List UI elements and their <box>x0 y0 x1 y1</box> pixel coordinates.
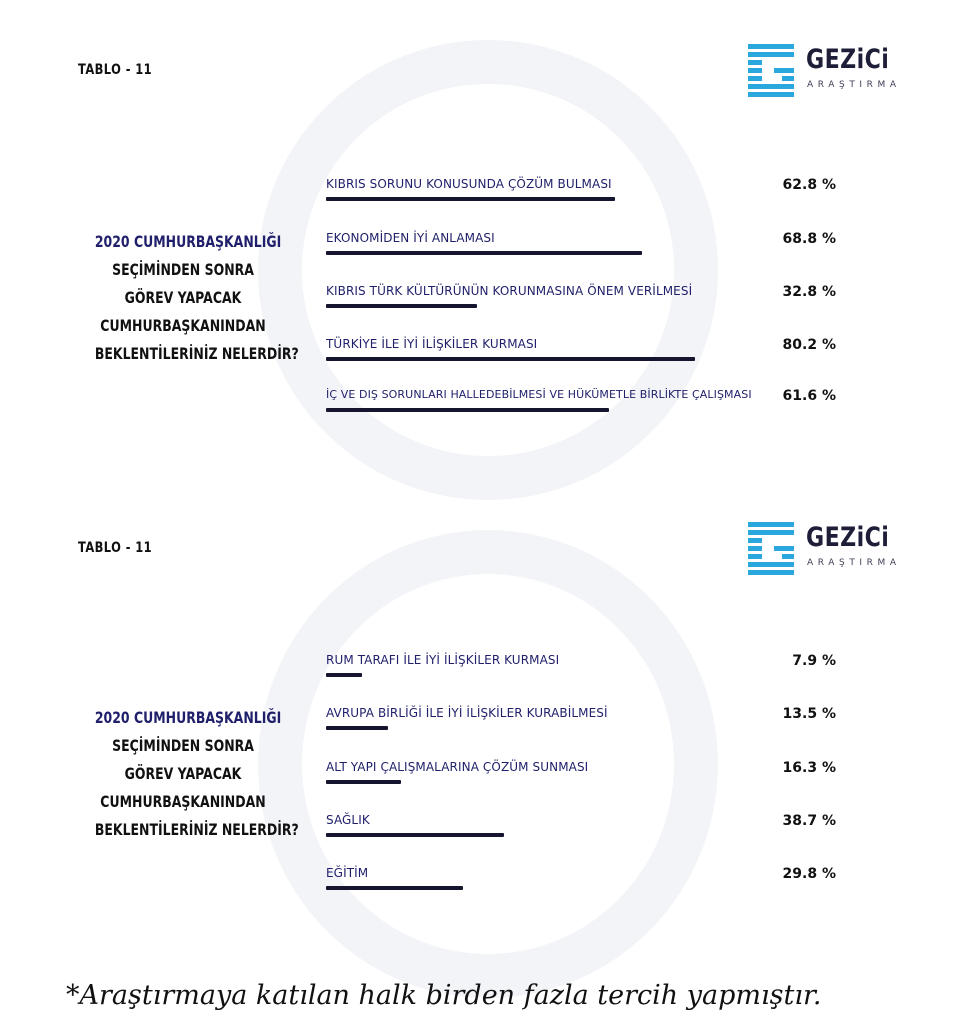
bar-value-label: 13.5 % <box>782 706 836 722</box>
logo-subtitle: ARAŞTIRMA <box>807 558 901 568</box>
bar-value-label: 32.8 % <box>782 284 836 300</box>
bar-item <box>326 760 836 800</box>
bar-label: ALT YAPI ÇALIŞMALARINA ÇÖZÜM SUNMASI <box>326 760 589 774</box>
logo-name: GEZiCi <box>806 522 890 553</box>
footnote: *Araştırmaya katılan halk birden fazla tercih yapmıştır. <box>66 980 822 1011</box>
question-line: CUMHURBAŞKANINDAN <box>100 792 266 811</box>
logo-g-mark-icon <box>748 44 800 98</box>
bar <box>326 251 642 255</box>
bar-item <box>326 284 836 324</box>
table-label: TABLO - 11 <box>78 62 153 78</box>
survey-question <box>70 704 299 844</box>
bar-label: KIBRIS SORUNU KONUSUNDA ÇÖZÜM BULMASI <box>326 177 612 191</box>
bar-item <box>326 866 836 906</box>
logo-subtitle: ARAŞTIRMA <box>807 80 901 90</box>
bar-label: SAĞLIK <box>326 813 370 827</box>
bar-item <box>326 231 836 271</box>
question-line: BEKLENTİLERİNİZ NELERDİR? <box>94 820 299 839</box>
bar-label: AVRUPA BİRLİĞİ İLE İYİ İLİŞKİLER KURABİLMESİ <box>326 706 608 720</box>
bar-label: EKONOMİDEN İYİ ANLAMASI <box>326 231 495 245</box>
bar <box>326 673 362 677</box>
question-line: SEÇİMİNDEN SONRA <box>112 260 254 279</box>
bar <box>326 726 388 730</box>
question-line: BEKLENTİLERİNİZ NELERDİR? <box>94 344 299 363</box>
bar-item <box>326 177 836 217</box>
bar-item <box>326 337 836 377</box>
question-line: 2020 CUMHURBAŞKANLIĞI <box>94 708 282 727</box>
survey-question <box>70 228 299 368</box>
bar-value-label: 68.8 % <box>782 231 836 247</box>
bar-label: EĞİTİM <box>326 866 369 880</box>
bar-value-label: 62.8 % <box>782 177 836 193</box>
question-line: GÖREV YAPACAK <box>124 764 242 783</box>
logo-g-mark-icon <box>748 522 800 576</box>
question-line: GÖREV YAPACAK <box>124 288 242 307</box>
bar-label: TÜRKİYE İLE İYİ İLİŞKİLER KURMASI <box>326 337 538 351</box>
bar-label: RUM TARAFI İLE İYİ İLİŞKİLER KURMASI <box>326 653 560 667</box>
bar <box>326 780 401 784</box>
table-label: TABLO - 11 <box>78 540 153 556</box>
chart-panel-1 <box>0 0 978 490</box>
question-line: SEÇİMİNDEN SONRA <box>112 736 254 755</box>
bar-item <box>326 813 836 853</box>
bar-value-label: 80.2 % <box>782 337 836 353</box>
question-line: 2020 CUMHURBAŞKANLIĞI <box>94 232 282 251</box>
bar <box>326 886 463 890</box>
question-line: CUMHURBAŞKANINDAN <box>100 316 266 335</box>
bar-item <box>326 653 836 693</box>
bar <box>326 408 609 412</box>
bar-item <box>326 388 836 428</box>
bar <box>326 357 695 361</box>
gezici-logo <box>748 522 908 576</box>
bar-label: İÇ VE DIŞ SORUNLARI HALLEDEBİLMESİ VE HÜKÜMETLE BİRLİKTE ÇALIŞMASI <box>326 388 752 401</box>
bar-item <box>326 706 836 746</box>
bar-label: KIBRIS TÜRK KÜLTÜRÜNÜN KORUNMASINA ÖNEM VERİLMESİ <box>326 284 693 298</box>
gezici-logo <box>748 44 908 98</box>
bar <box>326 197 615 201</box>
logo-name: GEZiCi <box>806 44 890 75</box>
bar <box>326 304 477 308</box>
chart-panel-2 <box>0 478 978 968</box>
bar-value-label: 38.7 % <box>782 813 836 829</box>
bar <box>326 833 504 837</box>
bar-value-label: 61.6 % <box>782 388 836 404</box>
bar-value-label: 16.3 % <box>782 760 836 776</box>
bar-value-label: 7.9 % <box>792 653 836 669</box>
bar-value-label: 29.8 % <box>782 866 836 882</box>
